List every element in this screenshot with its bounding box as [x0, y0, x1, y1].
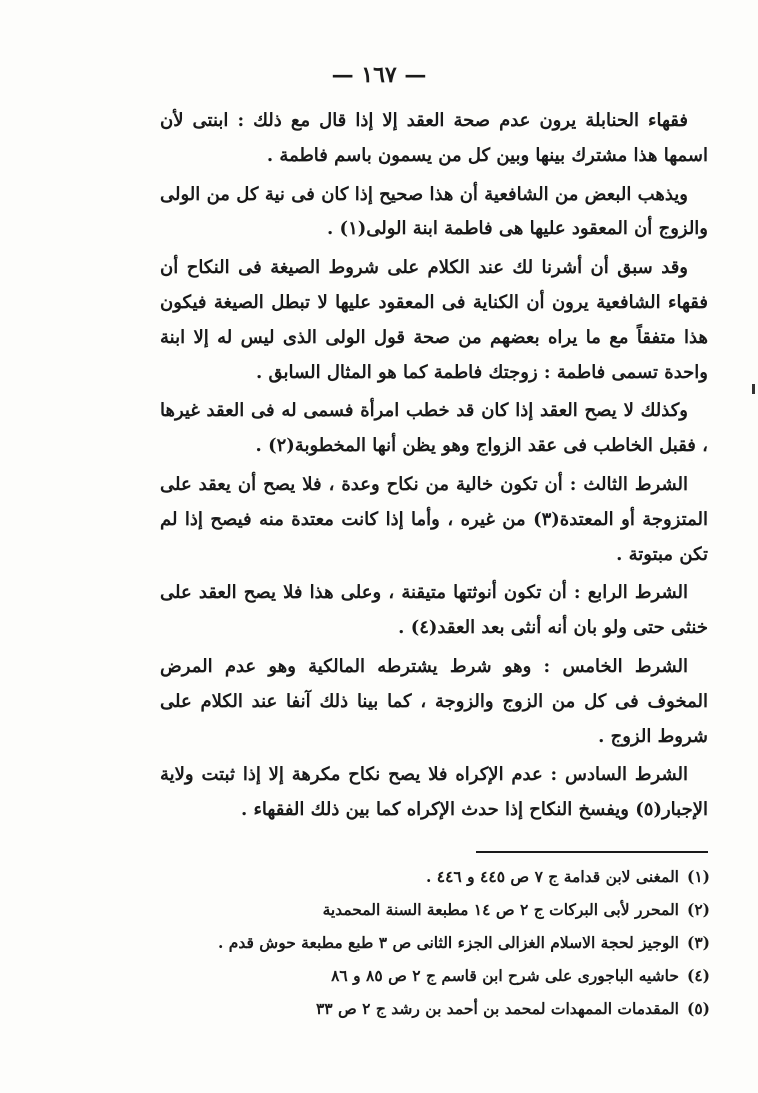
- paragraph-condition-six: الشرط السادس : عدم الإكراه فلا يصح نكاح مكرهة إلا إذا ثبتت ولاية الإجبار(٥) ويفسخ النكاح إذا حدث الإكراه كما بين ذلك الفقهاء .: [160, 764, 708, 821]
- footnote-number: (٥): [686, 999, 710, 1018]
- paragraph-hanabila: فقهاء الحنابلة يرون عدم صحة العقد إلا إذا قال مع ذلك : ابنتى لأن اسمها هذا مشترك بينها وبين كل من يسمون باسم فاطمة .: [160, 110, 708, 166]
- paragraph-khitba: وكذلك لا يصح العقد إذا كان قد خطب امرأة فسمى له فى العقد غيرها ، فقبل الخاطب فى عقد الزواج وهو يظن أنها المخطوبة(٢) .: [160, 400, 708, 457]
- footnote-text: المقدمات الممهدات لمحمد بن أحمد بن رشد ج ٢ ص ٣٣: [315, 999, 679, 1018]
- page-number: — ١٦٧ —: [331, 62, 427, 88]
- footnote-item: [240, 992, 710, 1025]
- footnote-number: (٢): [686, 900, 710, 919]
- footnote-text: حاشيه الباجورى على شرح ابن قاسم ج ٢ ص ٨٥ و ٨٦: [331, 966, 679, 985]
- footnote-text: المحرر لأبى البركات ج ٢ ص ١٤ مطبعة السنة المحمدية: [322, 900, 679, 919]
- footnote-item: [240, 893, 710, 926]
- footnote-number: (٣): [686, 933, 710, 952]
- footnote-number: (١): [686, 867, 710, 886]
- paragraph-shafiiya: ويذهب البعض من الشافعية أن هذا صحيح إذا كان فى نية كل من الولى والزوج أن المعقود عليها هى فاطمة ابنة الولى(١) .: [160, 183, 708, 240]
- footnote-item: [240, 959, 710, 992]
- footnotes: [217, 860, 710, 1025]
- paragraph-condition-four: الشرط الرابع : أن تكون أنوثتها متيقنة ، وعلى هذا فلا يصح العقد على خنثى حتى ولو بان أنه أنثى بعد العقد(٤) .: [160, 582, 708, 639]
- scan-edge-mark: [752, 384, 755, 394]
- paragraph-sigha: وقد سبق أن أشرنا لك عند الكلام على شروط الصيغة فى النكاح أن فقهاء الشافعية يرون أن الكناية فى المعقود عليها لا تبطل الصيغة فيكون هذا متفقاً مع ما يراه بعضهم من صحة قول الولى الذى ليس له إلا ابنة واحدة تسمى فاطمة : زوجتك فاطمة كما هو المثال السابق .: [160, 257, 708, 383]
- footnote-text: المغنى لابن قدامة ج ٧ ص ٤٤٥ و ٤٤٦ .: [425, 867, 679, 886]
- footnote-item: [240, 860, 710, 893]
- footnote-number: (٤): [686, 966, 710, 985]
- main-text: [160, 104, 708, 832]
- footnote-divider: [476, 851, 708, 853]
- footnote-item: [217, 926, 710, 959]
- paragraph-condition-five: الشرط الخامس : وهو شرط يشترطه المالكية وهو عدم المرض المخوف فى كل من الزوج والزوجة ، كما بينا ذلك آنفا عند الكلام على شروط الزوج .: [160, 655, 708, 747]
- paragraph-condition-three: الشرط الثالث : أن تكون خالية من نكاح وعدة ، فلا يصح أن يعقد على المتزوجة أو المعتدة(٣) من غيره ، وأما إذا كانت معتدة منه فيصح إذا لم تكن مبتوتة .: [160, 473, 708, 565]
- footnote-text: الوجيز لحجة الاسلام الغزالى الجزء الثانى ص ٣ طبع مطبعة حوش قدم .: [217, 933, 679, 952]
